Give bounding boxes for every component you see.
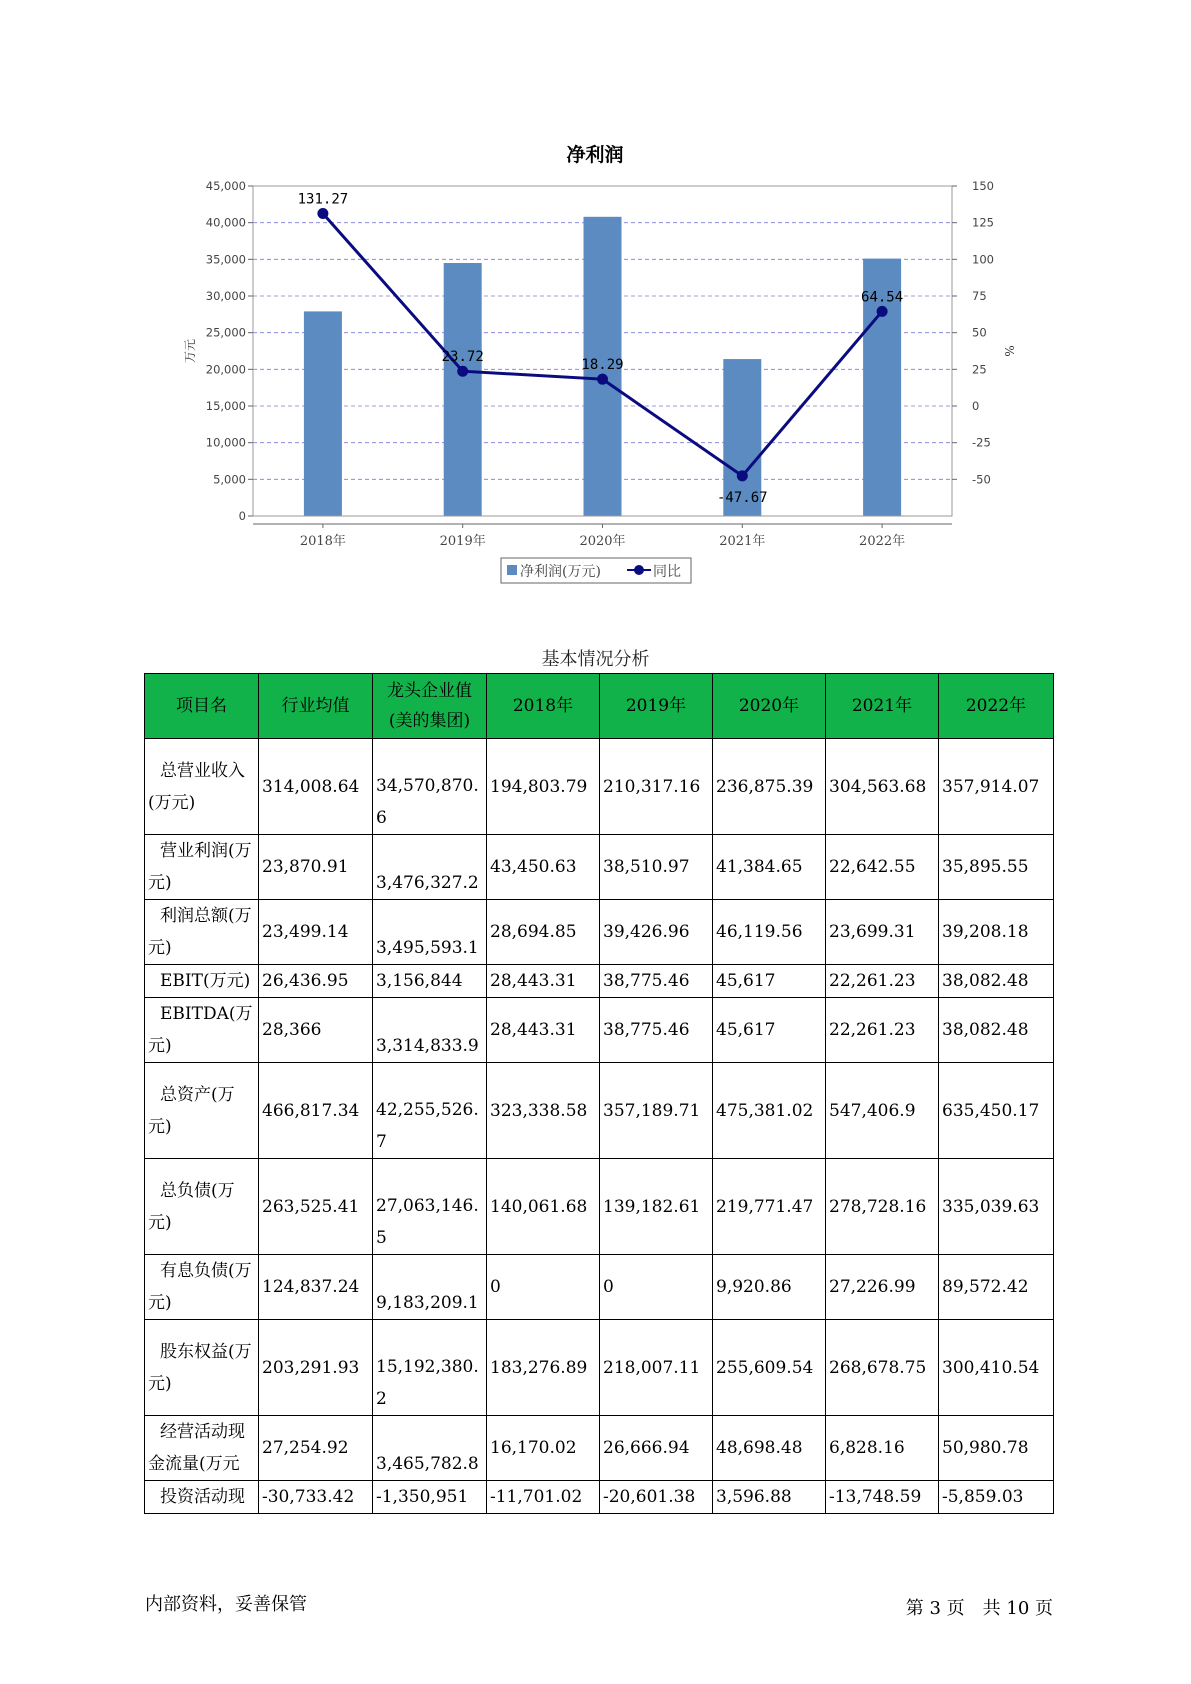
header-cell: 2020年 [713, 674, 826, 739]
left-tick-label: 25,000 [205, 325, 246, 340]
value-cell: 635,450.17 [939, 1063, 1054, 1159]
value-cell: 3,476,327.2 [373, 835, 487, 900]
value-cell: 42,255,526.7 [373, 1063, 487, 1159]
value-cell: 39,208.18 [939, 900, 1054, 965]
y-axis-left-title: 万元 [183, 338, 197, 364]
x-tick-label: 2020年 [579, 534, 626, 549]
value-cell: 22,261.23 [826, 998, 939, 1063]
header-cell: 项目名 [145, 674, 259, 739]
x-tick-label: 2021年 [719, 534, 766, 549]
value-cell: 268,678.75 [826, 1320, 939, 1416]
value-cell: 26,666.94 [600, 1416, 713, 1481]
value-cell: 3,596.88 [713, 1481, 826, 1514]
value-cell: -5,859.03 [939, 1481, 1054, 1514]
value-cell: 547,406.9 [826, 1063, 939, 1159]
x-tick-label: 2018年 [299, 534, 346, 549]
value-cell: 27,063,146.5 [373, 1159, 487, 1255]
value-cell: -1,350,951 [373, 1481, 487, 1514]
left-tick-label: 45,000 [205, 179, 246, 193]
left-tick-label: 10,000 [205, 435, 246, 450]
row-label-cell: 投资活动现 [145, 1481, 259, 1514]
value-cell: 38,082.48 [939, 965, 1054, 998]
right-tick-label: 50 [972, 325, 987, 340]
right-tick-label: 25 [972, 362, 987, 377]
value-cell: 124,837.24 [259, 1255, 373, 1320]
table-row [145, 1320, 1054, 1416]
table-row [145, 739, 1054, 835]
row-label-cell: 营业利润(万元) [145, 835, 259, 900]
value-cell: 0 [487, 1255, 600, 1320]
value-cell: 50,980.78 [939, 1416, 1054, 1481]
value-cell: 28,366 [259, 998, 373, 1063]
value-cell: 300,410.54 [939, 1320, 1054, 1416]
value-cell: 89,572.42 [939, 1255, 1054, 1320]
yoy-data-label: 64.54 [861, 289, 904, 306]
header-cell: 2018年 [487, 674, 600, 739]
header-cell: 2022年 [939, 674, 1054, 739]
bar-2019年 [441, 263, 484, 516]
value-cell: 16,170.02 [487, 1416, 600, 1481]
value-cell: 263,525.41 [259, 1159, 373, 1255]
yoy-data-label: 18.29 [581, 357, 624, 374]
value-cell: 46,119.56 [713, 900, 826, 965]
value-cell: -30,733.42 [259, 1481, 373, 1514]
table-row [145, 1159, 1054, 1255]
value-cell: 22,642.55 [826, 835, 939, 900]
yoy-data-label: -47.67 [717, 489, 768, 506]
row-label-cell: 经营活动现金流量(万元 [145, 1416, 259, 1481]
legend-bar-label: 净利润(万元) [520, 564, 601, 580]
value-cell: 0 [600, 1255, 713, 1320]
value-cell: 34,570,870.6 [373, 739, 487, 835]
table-row [145, 1255, 1054, 1320]
right-tick-label: -25 [972, 435, 991, 450]
value-cell: 6,828.16 [826, 1416, 939, 1481]
right-tick-label: 100 [972, 252, 994, 267]
value-cell: 23,870.91 [259, 835, 373, 900]
bar-2018年 [304, 311, 342, 516]
yoy-point-2020年 [597, 374, 608, 385]
table-body [145, 739, 1054, 1514]
yoy-point-2018年 [317, 208, 328, 219]
value-cell: -11,701.02 [487, 1481, 600, 1514]
value-cell: 183,276.89 [487, 1320, 600, 1416]
value-cell: 27,254.92 [259, 1416, 373, 1481]
row-label-cell: 有息负债(万元) [145, 1255, 259, 1320]
value-cell: 139,182.61 [600, 1159, 713, 1255]
right-tick-label: 0 [972, 399, 980, 413]
value-cell: 15,192,380.2 [373, 1320, 487, 1416]
value-cell: 45,617 [713, 998, 826, 1063]
right-tick-label: 75 [972, 289, 987, 303]
value-cell: 23,699.31 [826, 900, 939, 965]
value-cell: 466,817.34 [259, 1063, 373, 1159]
value-cell: 314,008.64 [259, 739, 373, 835]
value-cell: 3,495,593.1 [373, 900, 487, 965]
table-header-row [145, 674, 1054, 739]
value-cell: 3,465,782.8 [373, 1416, 487, 1481]
row-label-cell: 股东权益(万元) [145, 1320, 259, 1416]
chart-title: 净利润 [566, 144, 624, 166]
value-cell: 26,436.95 [259, 965, 373, 998]
yoy-data-label: 131.27 [297, 191, 349, 208]
net-profit-chart [0, 0, 1191, 600]
table-row [145, 835, 1054, 900]
legend [501, 558, 691, 583]
right-tick-label: -50 [972, 472, 991, 487]
value-cell: 219,771.47 [713, 1159, 826, 1255]
left-tick-label: 15,000 [205, 399, 246, 413]
table-row [145, 998, 1054, 1063]
table-row [145, 1416, 1054, 1481]
header-cell: 2021年 [826, 674, 939, 739]
value-cell: 3,314,833.9 [373, 998, 487, 1063]
value-cell: 304,563.68 [826, 739, 939, 835]
yoy-data-label: 23.72 [441, 349, 484, 366]
row-label-cell: 总营业收入(万元) [145, 739, 259, 835]
header-cell: 行业均值 [259, 674, 373, 739]
value-cell: 3,156,844 [373, 965, 487, 998]
legend-line-label: 同比 [653, 564, 681, 580]
value-cell: 28,694.85 [487, 900, 600, 965]
value-cell: 22,261.23 [826, 965, 939, 998]
table-row [145, 965, 1054, 998]
legend-bar-swatch [507, 565, 517, 575]
value-cell: 236,875.39 [713, 739, 826, 835]
value-cell: 45,617 [713, 965, 826, 998]
table-row [145, 1063, 1054, 1159]
yoy-point-2022年 [877, 306, 888, 317]
x-tick-label: 2019年 [439, 534, 486, 549]
row-label-cell: 利润总额(万元) [145, 900, 259, 965]
value-cell: 27,226.99 [826, 1255, 939, 1320]
left-tick-label: 20,000 [205, 362, 246, 377]
value-cell: 38,775.46 [600, 998, 713, 1063]
value-cell: 28,443.31 [487, 965, 600, 998]
value-cell: 255,609.54 [713, 1320, 826, 1416]
value-cell: 210,317.16 [600, 739, 713, 835]
value-cell: -13,748.59 [826, 1481, 939, 1514]
yoy-point-2021年 [737, 470, 748, 481]
value-cell: 35,895.55 [939, 835, 1054, 900]
left-tick-label: 35,000 [205, 252, 246, 267]
right-tick-label: 125 [972, 215, 994, 230]
footer-confidential-note: 内部资料，妥善保管 [145, 1594, 307, 1615]
value-cell: 28,443.31 [487, 998, 600, 1063]
table-row [145, 900, 1054, 965]
value-cell: 9,183,209.1 [373, 1255, 487, 1320]
left-tick-label: 40,000 [205, 215, 246, 230]
value-cell: 203,291.93 [259, 1320, 373, 1416]
row-label-cell: EBIT(万元) [145, 965, 259, 998]
value-cell: 38,510.97 [600, 835, 713, 900]
x-tick-label: 2022年 [859, 534, 906, 549]
y-axis-right-title: % [1002, 345, 1016, 357]
value-cell: 278,728.16 [826, 1159, 939, 1255]
left-tick-label: 0 [238, 509, 246, 523]
yoy-point-2019年 [457, 366, 468, 377]
left-tick-label: 30,000 [205, 289, 246, 303]
row-label-cell: 总资产(万元) [145, 1063, 259, 1159]
value-cell: 9,920.86 [713, 1255, 826, 1320]
header-cell: 2019年 [600, 674, 713, 739]
value-cell: 357,189.71 [600, 1063, 713, 1159]
value-cell: 323,338.58 [487, 1063, 600, 1159]
row-label-cell: 总负债(万元) [145, 1159, 259, 1255]
value-cell: 140,061.68 [487, 1159, 600, 1255]
legend-line-marker [634, 565, 644, 575]
left-tick-label: 5,000 [213, 472, 246, 487]
value-cell: 218,007.11 [600, 1320, 713, 1416]
value-cell: 39,426.96 [600, 900, 713, 965]
value-cell: 43,450.63 [487, 835, 600, 900]
value-cell: 475,381.02 [713, 1063, 826, 1159]
value-cell: 357,914.07 [939, 739, 1054, 835]
value-cell: -20,601.38 [600, 1481, 713, 1514]
basic-analysis-table [144, 673, 1054, 1514]
value-cell: 41,384.65 [713, 835, 826, 900]
value-cell: 194,803.79 [487, 739, 600, 835]
value-cell: 38,775.46 [600, 965, 713, 998]
table-title: 基本情况分析 [541, 649, 650, 670]
table-row [145, 1481, 1054, 1514]
row-label-cell: EBITDA(万元) [145, 998, 259, 1063]
footer-page-number: 第 3 页 共 10 页 [905, 1598, 1053, 1619]
value-cell: 48,698.48 [713, 1416, 826, 1481]
right-tick-label: 150 [972, 179, 994, 193]
value-cell: 335,039.63 [939, 1159, 1054, 1255]
value-cell: 38,082.48 [939, 998, 1054, 1063]
header-cell: 龙头企业值(美的集团) [373, 674, 487, 739]
value-cell: 23,499.14 [259, 900, 373, 965]
